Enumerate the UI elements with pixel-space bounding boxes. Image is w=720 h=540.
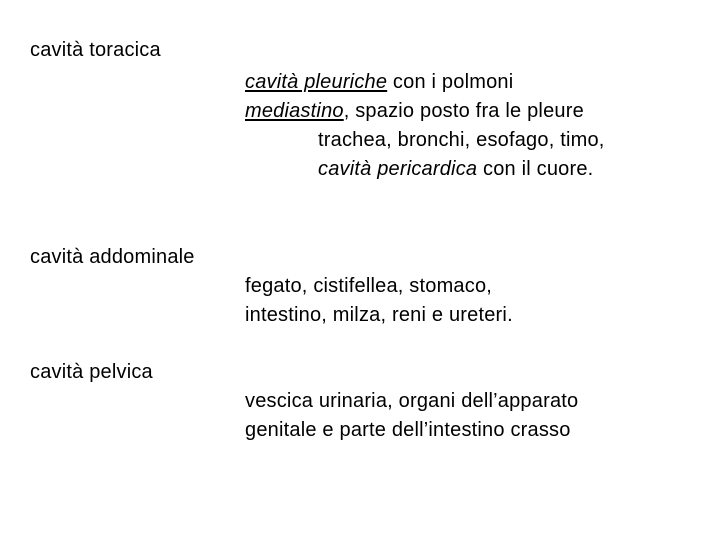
term-mediastino: mediastino xyxy=(245,100,344,122)
addominale-line-1: fegato, cistifellea, stomaco, xyxy=(245,275,493,297)
line-rest: con i polmoni xyxy=(387,71,514,93)
toracica-line-mediastino-contents: trachea, bronchi, esofago, timo, xyxy=(318,129,605,151)
line-rest: con il cuore. xyxy=(477,158,594,180)
toracica-line-pericardica xyxy=(318,157,593,181)
toracica-line-mediastino xyxy=(245,99,584,123)
addominale-line-2: intestino, milza, reni e ureteri. xyxy=(245,304,513,326)
heading-cavita-toracica: cavità toracica xyxy=(30,39,161,61)
term-cavita-pericardica: cavità pericardica xyxy=(318,158,478,180)
heading-cavita-pelvica: cavità pelvica xyxy=(30,361,153,383)
line-rest: , spazio posto fra le pleure xyxy=(343,100,584,122)
heading-cavita-addominale: cavità addominale xyxy=(30,246,195,268)
pelvica-line-2: genitale e parte dell’intestino crasso xyxy=(245,419,571,441)
pelvica-line-1: vescica urinaria, organi dell’apparato xyxy=(245,390,579,412)
term-cavita-pleuriche: cavità pleuriche xyxy=(245,71,388,93)
toracica-line-pleuriche xyxy=(245,70,513,94)
